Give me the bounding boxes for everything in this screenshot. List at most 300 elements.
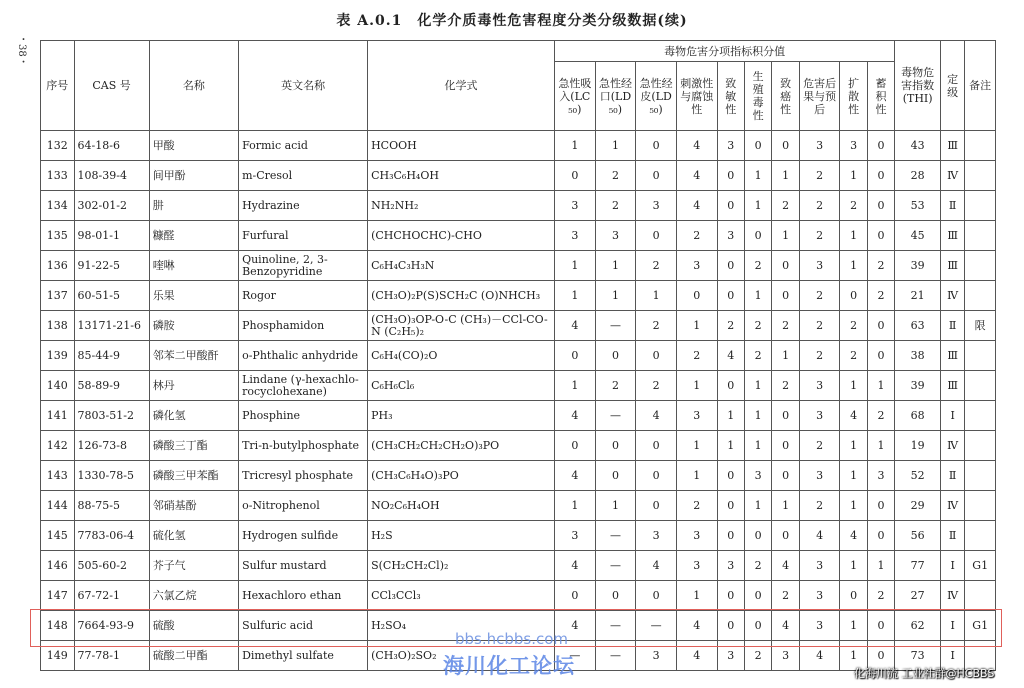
cell-seq: 143 xyxy=(41,461,75,491)
cell-score: 2 xyxy=(799,341,840,371)
cell-name: 六氯乙烷 xyxy=(149,581,238,611)
cell-english: Hexachloro ethan xyxy=(239,581,368,611)
watermark-forum: 海川化工论坛 xyxy=(443,654,575,678)
cell-cas: 85-44-9 xyxy=(74,341,149,371)
table-row xyxy=(41,521,996,551)
cell-score: 1 xyxy=(840,251,867,281)
cell-english: m-Cresol xyxy=(239,161,368,191)
cell-score: 0 xyxy=(717,461,744,491)
cell-grade: Ⅰ xyxy=(940,641,964,671)
cell-score: 1 xyxy=(772,221,799,251)
cell-score: 1 xyxy=(676,461,717,491)
table-row xyxy=(41,191,996,221)
cell-grade: Ⅲ xyxy=(940,341,964,371)
cell-formula: C₆H₄(CO)₂O xyxy=(368,341,555,371)
cell-formula: HCOOH xyxy=(368,131,555,161)
cell-score: 1 xyxy=(772,161,799,191)
table-row xyxy=(41,131,996,161)
header-seq: 序号 xyxy=(41,41,75,131)
table-row xyxy=(41,431,996,461)
cell-score: 4 xyxy=(555,611,596,641)
cell-grade: Ⅰ xyxy=(940,551,964,581)
cell-note xyxy=(965,371,996,401)
cell-score: 1 xyxy=(595,251,636,281)
cell-cas: 1330-78-5 xyxy=(74,461,149,491)
cell-score: 0 xyxy=(595,581,636,611)
cell-score: 3 xyxy=(799,371,840,401)
cell-score: 1 xyxy=(840,491,867,521)
cell-note xyxy=(965,161,996,191)
cell-score: 2 xyxy=(799,161,840,191)
cell-note xyxy=(965,401,996,431)
cell-score: 0 xyxy=(744,521,771,551)
cell-thi: 63 xyxy=(895,311,941,341)
cell-name: 硫酸二甲酯 xyxy=(149,641,238,671)
cell-score: 0 xyxy=(840,281,867,311)
cell-score: 2 xyxy=(867,251,894,281)
cell-score: 2 xyxy=(595,161,636,191)
header-english: 英文名称 xyxy=(239,41,368,131)
cell-thi: 21 xyxy=(895,281,941,311)
table-row xyxy=(41,221,996,251)
cell-score: 0 xyxy=(867,341,894,371)
cell-score: 1 xyxy=(744,431,771,461)
table-row xyxy=(41,491,996,521)
cell-grade: Ⅲ xyxy=(940,371,964,401)
cell-grade: Ⅳ xyxy=(940,581,964,611)
header-sub: 急性经口(LD₅₀) xyxy=(595,62,636,131)
header-sub: 急性吸入(LC₅₀) xyxy=(555,62,596,131)
cell-english: Quinoline, 2, 3-Benzopyridine xyxy=(239,251,368,281)
cell-formula: (CH₃O)₂SO₂ xyxy=(368,641,555,671)
cell-seq: 133 xyxy=(41,161,75,191)
cell-score: 0 xyxy=(867,191,894,221)
cell-score: 2 xyxy=(772,191,799,221)
cell-note xyxy=(965,581,996,611)
cell-note xyxy=(965,281,996,311)
cell-cas: 13171-21-6 xyxy=(74,311,149,341)
cell-name: 磷胺 xyxy=(149,311,238,341)
cell-score: 2 xyxy=(799,191,840,221)
cell-score: 1 xyxy=(744,161,771,191)
cell-score: 1 xyxy=(636,281,677,311)
cell-score: 2 xyxy=(867,281,894,311)
cell-score: 2 xyxy=(799,491,840,521)
header-sub: 扩散性 xyxy=(840,62,867,131)
cell-grade: Ⅱ xyxy=(940,311,964,341)
cell-name: 肼 xyxy=(149,191,238,221)
cell-note xyxy=(965,461,996,491)
cell-score: 2 xyxy=(744,311,771,341)
cell-seq: 148 xyxy=(41,611,75,641)
cell-score: 0 xyxy=(867,521,894,551)
cell-score: — xyxy=(555,641,596,671)
cell-formula: CH₃C₆H₄OH xyxy=(368,161,555,191)
cell-score: 1 xyxy=(840,641,867,671)
header-sub: 蓄积性 xyxy=(867,62,894,131)
table-row xyxy=(41,581,996,611)
cell-score: 1 xyxy=(744,371,771,401)
cell-score: 4 xyxy=(772,611,799,641)
cell-score: 0 xyxy=(555,431,596,461)
cell-english: o-Phthalic anhydride xyxy=(239,341,368,371)
cell-score: 4 xyxy=(676,641,717,671)
cell-english: Hydrogen sulfide xyxy=(239,521,368,551)
watermark-corner: 化海川流 工业社群@HCBBS xyxy=(854,667,995,680)
cell-note xyxy=(965,491,996,521)
table-row xyxy=(41,281,996,311)
cell-score: 1 xyxy=(867,551,894,581)
cell-cas: 98-01-1 xyxy=(74,221,149,251)
cell-score: 3 xyxy=(772,641,799,671)
cell-cas: 88-75-5 xyxy=(74,491,149,521)
cell-thi: 62 xyxy=(895,611,941,641)
cell-score: 2 xyxy=(744,641,771,671)
header-note: 备注 xyxy=(965,41,996,131)
cell-score: 3 xyxy=(799,551,840,581)
cell-score: 1 xyxy=(555,371,596,401)
cell-score: 2 xyxy=(772,371,799,401)
cell-score: 2 xyxy=(636,251,677,281)
cell-score: 2 xyxy=(840,191,867,221)
cell-formula: S(CH₂CH₂Cl)₂ xyxy=(368,551,555,581)
table-row xyxy=(41,251,996,281)
header-sub: 刺激性与腐蚀性 xyxy=(676,62,717,131)
cell-score: 3 xyxy=(676,401,717,431)
cell-score: 3 xyxy=(555,221,596,251)
cell-score: 3 xyxy=(595,221,636,251)
table-title: 表 A.0.1 化学介质毒性危害程度分类分级数据(续) xyxy=(336,13,688,29)
cell-score: 1 xyxy=(676,581,717,611)
cell-cas: 302-01-2 xyxy=(74,191,149,221)
cell-score: 0 xyxy=(555,161,596,191)
cell-score: 1 xyxy=(744,191,771,221)
cell-score: 0 xyxy=(867,311,894,341)
cell-cas: 64-18-6 xyxy=(74,131,149,161)
cell-english: o-Nitrophenol xyxy=(239,491,368,521)
cell-score: 0 xyxy=(867,611,894,641)
cell-score: 0 xyxy=(636,491,677,521)
cell-grade: Ⅱ xyxy=(940,521,964,551)
cell-score: 1 xyxy=(744,401,771,431)
cell-name: 磷酸三丁酯 xyxy=(149,431,238,461)
cell-thi: 45 xyxy=(895,221,941,251)
cell-score: 0 xyxy=(595,461,636,491)
cell-seq: 147 xyxy=(41,581,75,611)
cell-thi: 53 xyxy=(895,191,941,221)
cell-score: 2 xyxy=(799,281,840,311)
watermark-url: bbs.hcbbs.com xyxy=(455,630,569,648)
cell-formula: (CH₃C₆H₄O)₃PO xyxy=(368,461,555,491)
cell-thi: 39 xyxy=(895,371,941,401)
cell-name: 喹啉 xyxy=(149,251,238,281)
cell-thi: 38 xyxy=(895,341,941,371)
cell-score: 1 xyxy=(772,491,799,521)
cell-english: Tri-n-butylphosphate xyxy=(239,431,368,461)
cell-thi: 39 xyxy=(895,251,941,281)
cell-score: 0 xyxy=(867,221,894,251)
cell-score: 1 xyxy=(840,611,867,641)
cell-name: 林丹 xyxy=(149,371,238,401)
cell-thi: 68 xyxy=(895,401,941,431)
header-sub: 致癌性 xyxy=(772,62,799,131)
cell-score: 0 xyxy=(772,401,799,431)
cell-note: 限 xyxy=(965,311,996,341)
cell-cas: 126-73-8 xyxy=(74,431,149,461)
cell-score: 2 xyxy=(717,311,744,341)
cell-score: 0 xyxy=(867,641,894,671)
cell-note xyxy=(965,251,996,281)
cell-formula: PH₃ xyxy=(368,401,555,431)
cell-seq: 145 xyxy=(41,521,75,551)
cell-seq: 141 xyxy=(41,401,75,431)
cell-score: 4 xyxy=(772,551,799,581)
cell-score: 1 xyxy=(744,281,771,311)
cell-score: 2 xyxy=(676,491,717,521)
cell-note xyxy=(965,521,996,551)
cell-cas: 58-89-9 xyxy=(74,371,149,401)
cell-score: 3 xyxy=(676,251,717,281)
cell-note: G1 xyxy=(965,551,996,581)
cell-score: 3 xyxy=(840,131,867,161)
cell-score: 1 xyxy=(595,491,636,521)
cell-score: 2 xyxy=(595,371,636,401)
cell-seq: 135 xyxy=(41,221,75,251)
cell-score: 1 xyxy=(840,161,867,191)
cell-score: 0 xyxy=(717,581,744,611)
cell-name: 糠醛 xyxy=(149,221,238,251)
cell-score: — xyxy=(636,611,677,641)
cell-score: 0 xyxy=(772,251,799,281)
cell-name: 硫化氢 xyxy=(149,521,238,551)
cell-english: Sulfur mustard xyxy=(239,551,368,581)
cell-grade: Ⅲ xyxy=(940,131,964,161)
cell-name: 乐果 xyxy=(149,281,238,311)
cell-score: 1 xyxy=(867,371,894,401)
cell-cas: 108-39-4 xyxy=(74,161,149,191)
cell-score: 2 xyxy=(595,191,636,221)
cell-grade: Ⅰ xyxy=(940,611,964,641)
cell-score: 0 xyxy=(717,281,744,311)
cell-score: 1 xyxy=(744,491,771,521)
cell-score: 1 xyxy=(676,371,717,401)
cell-formula: NH₂NH₂ xyxy=(368,191,555,221)
cell-score: 4 xyxy=(636,401,677,431)
cell-formula: (CH₃O)₃OP-O-C (CH₃)－CCl-CO-N (C₂H₅)₂ xyxy=(368,311,555,341)
cell-score: 0 xyxy=(636,221,677,251)
cell-thi: 29 xyxy=(895,491,941,521)
cell-score: 2 xyxy=(867,401,894,431)
cell-score: 3 xyxy=(799,401,840,431)
cell-score: 2 xyxy=(772,581,799,611)
cell-score: — xyxy=(595,641,636,671)
cell-score: 1 xyxy=(555,131,596,161)
cell-score: — xyxy=(595,611,636,641)
cell-score: 3 xyxy=(799,461,840,491)
header-group: 毒物危害分项指标积分值 xyxy=(555,41,895,62)
cell-score: 1 xyxy=(840,551,867,581)
header-formula: 化学式 xyxy=(368,41,555,131)
cell-score: 1 xyxy=(676,431,717,461)
cell-seq: 139 xyxy=(41,341,75,371)
cell-score: 3 xyxy=(799,131,840,161)
cell-name: 甲酸 xyxy=(149,131,238,161)
cell-grade: Ⅳ xyxy=(940,161,964,191)
cell-score: 3 xyxy=(867,461,894,491)
header-sub: 生殖毒性 xyxy=(744,62,771,131)
cell-score: 0 xyxy=(636,461,677,491)
cell-note xyxy=(965,191,996,221)
cell-score: 1 xyxy=(840,221,867,251)
cell-score: — xyxy=(595,521,636,551)
cell-score: 4 xyxy=(676,131,717,161)
cell-thi: 56 xyxy=(895,521,941,551)
cell-score: 0 xyxy=(772,431,799,461)
cell-score: 0 xyxy=(717,521,744,551)
cell-score: 2 xyxy=(744,251,771,281)
cell-score: 0 xyxy=(867,161,894,191)
cell-cas: 505-60-2 xyxy=(74,551,149,581)
cell-score: 0 xyxy=(555,341,596,371)
cell-score: 1 xyxy=(717,431,744,461)
cell-score: 2 xyxy=(840,311,867,341)
cell-score: 4 xyxy=(676,611,717,641)
table-row xyxy=(41,371,996,401)
table-row xyxy=(41,551,996,581)
cell-grade: Ⅳ xyxy=(940,491,964,521)
cell-score: 3 xyxy=(717,221,744,251)
cell-score: 0 xyxy=(744,581,771,611)
cell-name: 邻硝基酚 xyxy=(149,491,238,521)
cell-score: 3 xyxy=(799,611,840,641)
cell-note: G1 xyxy=(965,611,996,641)
cell-score: 4 xyxy=(676,161,717,191)
cell-score: 0 xyxy=(555,581,596,611)
cell-seq: 138 xyxy=(41,311,75,341)
cell-formula: (CHCHOCHC)-CHO xyxy=(368,221,555,251)
cell-score: 0 xyxy=(636,341,677,371)
cell-seq: 136 xyxy=(41,251,75,281)
cell-seq: 142 xyxy=(41,431,75,461)
cell-thi: 52 xyxy=(895,461,941,491)
header-name: 名称 xyxy=(149,41,238,131)
cell-score: 0 xyxy=(744,221,771,251)
cell-score: 0 xyxy=(717,371,744,401)
header-grade: 定级 xyxy=(940,41,964,131)
cell-score: 3 xyxy=(555,521,596,551)
cell-cas: 7803-51-2 xyxy=(74,401,149,431)
page-number: ・38・ xyxy=(16,34,27,67)
cell-formula: CCl₃CCl₃ xyxy=(368,581,555,611)
cell-name: 磷化氢 xyxy=(149,401,238,431)
cell-score: — xyxy=(595,551,636,581)
cell-seq: 146 xyxy=(41,551,75,581)
cell-score: 0 xyxy=(676,281,717,311)
cell-cas: 7664-93-9 xyxy=(74,611,149,641)
header-sub: 急性经皮(LD₅₀) xyxy=(636,62,677,131)
cell-score: 2 xyxy=(744,341,771,371)
table-row xyxy=(41,401,996,431)
header-sub: 危害后果与预后 xyxy=(799,62,840,131)
cell-cas: 7783-06-4 xyxy=(74,521,149,551)
cell-seq: 137 xyxy=(41,281,75,311)
cell-score: 2 xyxy=(840,341,867,371)
cell-score: 2 xyxy=(799,221,840,251)
cell-grade: Ⅱ xyxy=(940,191,964,221)
cell-name: 磷酸三甲苯酯 xyxy=(149,461,238,491)
cell-seq: 132 xyxy=(41,131,75,161)
cell-score: 0 xyxy=(636,131,677,161)
cell-seq: 149 xyxy=(41,641,75,671)
cell-score: 4 xyxy=(636,551,677,581)
cell-english: Formic acid xyxy=(239,131,368,161)
cell-score: 2 xyxy=(799,431,840,461)
cell-score: 4 xyxy=(555,461,596,491)
cell-score: 0 xyxy=(636,431,677,461)
toxicity-table xyxy=(40,40,996,671)
cell-name: 硫酸 xyxy=(149,611,238,641)
cell-score: 3 xyxy=(744,461,771,491)
cell-thi: 19 xyxy=(895,431,941,461)
cell-score: 1 xyxy=(555,281,596,311)
cell-grade: Ⅱ xyxy=(940,461,964,491)
cell-score: 1 xyxy=(555,251,596,281)
cell-note xyxy=(965,431,996,461)
cell-score: 3 xyxy=(799,251,840,281)
cell-score: 0 xyxy=(595,431,636,461)
cell-english: Sulfuric acid xyxy=(239,611,368,641)
cell-thi: 43 xyxy=(895,131,941,161)
cell-score: 0 xyxy=(717,251,744,281)
cell-score: 2 xyxy=(799,311,840,341)
cell-cas: 60-51-5 xyxy=(74,281,149,311)
cell-score: 0 xyxy=(717,191,744,221)
table-row xyxy=(41,161,996,191)
cell-thi: 28 xyxy=(895,161,941,191)
cell-english: Phosphamidon xyxy=(239,311,368,341)
cell-score: 1 xyxy=(840,431,867,461)
cell-score: 1 xyxy=(840,461,867,491)
cell-note xyxy=(965,341,996,371)
cell-name: 芥子气 xyxy=(149,551,238,581)
cell-english: Dimethyl sulfate xyxy=(239,641,368,671)
cell-formula: C₆H₆Cl₆ xyxy=(368,371,555,401)
cell-score: 1 xyxy=(555,491,596,521)
header-sub: 致敏性 xyxy=(717,62,744,131)
cell-score: 4 xyxy=(799,521,840,551)
cell-score: 0 xyxy=(636,161,677,191)
cell-score: 4 xyxy=(840,401,867,431)
table-row xyxy=(41,311,996,341)
cell-score: 0 xyxy=(867,131,894,161)
cell-score: 0 xyxy=(744,611,771,641)
cell-note xyxy=(965,131,996,161)
cell-english: Tricresyl phosphate xyxy=(239,461,368,491)
cell-english: Hydrazine xyxy=(239,191,368,221)
cell-note xyxy=(965,221,996,251)
cell-score: 0 xyxy=(717,611,744,641)
cell-score: 2 xyxy=(867,581,894,611)
cell-cas: 77-78-1 xyxy=(74,641,149,671)
cell-grade: Ⅲ xyxy=(940,251,964,281)
cell-formula: H₂S xyxy=(368,521,555,551)
cell-cas: 67-72-1 xyxy=(74,581,149,611)
cell-score: 1 xyxy=(595,131,636,161)
cell-score: 0 xyxy=(840,581,867,611)
cell-score: 4 xyxy=(840,521,867,551)
cell-score: 1 xyxy=(867,431,894,461)
cell-score: 2 xyxy=(744,551,771,581)
